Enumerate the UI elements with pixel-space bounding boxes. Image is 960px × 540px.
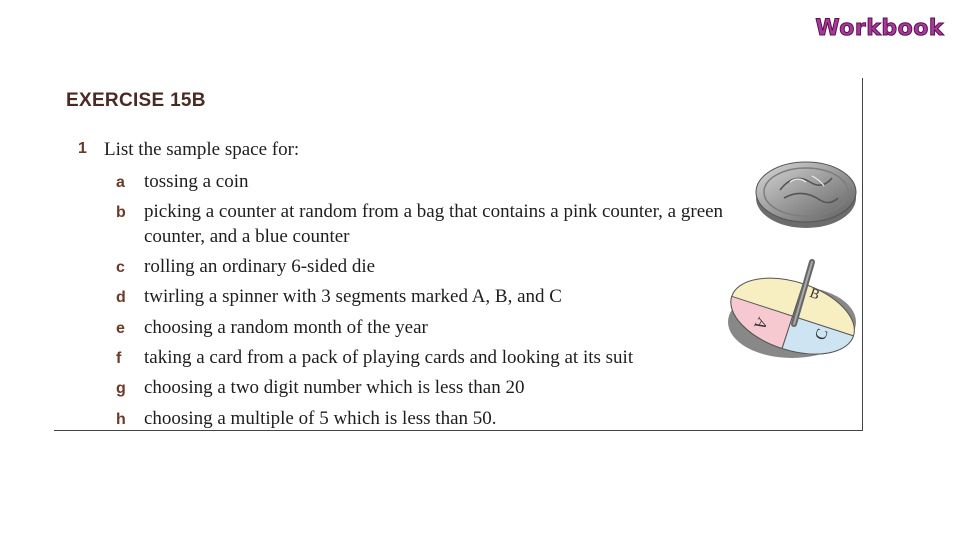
list-item	[116, 345, 744, 371]
item-text: choosing a multiple of 5 which is less than 50.	[144, 408, 497, 429]
item-label: d	[116, 289, 126, 306]
list-item	[116, 199, 744, 249]
list-item	[116, 254, 744, 280]
item-text: twirling a spinner with 3 segments marked A, B, and C	[144, 286, 562, 307]
exercise-panel	[54, 78, 863, 431]
item-text: choosing a random month of the year	[144, 317, 428, 338]
item-label: c	[116, 259, 125, 276]
list-item	[116, 169, 744, 195]
segment-a-label: A	[750, 314, 771, 333]
coin-illustration	[750, 146, 862, 238]
question-stem: List the sample space for:	[104, 139, 300, 160]
spinner-illustration	[722, 258, 862, 368]
item-label: a	[116, 174, 125, 191]
item-label: f	[116, 350, 122, 367]
workbook-badge: Workbook	[815, 16, 944, 41]
segment-c-label: C	[812, 326, 832, 343]
list-item	[116, 315, 744, 341]
item-text: tossing a coin	[144, 171, 249, 192]
question-number: 1	[78, 140, 87, 157]
item-label: e	[116, 320, 125, 337]
list-item	[116, 375, 744, 401]
exercise-title: EXERCISE 15B	[66, 90, 206, 111]
item-label: h	[116, 411, 126, 428]
item-text: taking a card from a pack of playing cards and looking at its suit	[144, 347, 634, 368]
item-label: b	[116, 204, 126, 221]
item-text: picking a counter at random from a bag that contains a pink counter, a green counter, and a blue counter	[144, 201, 724, 247]
item-text: choosing a two digit number which is less than 20	[144, 377, 525, 398]
segment-b-label: B	[807, 286, 822, 304]
list-item	[116, 284, 744, 310]
list-item	[116, 406, 744, 432]
item-label: g	[116, 380, 126, 397]
item-text: rolling an ordinary 6-sided die	[144, 256, 376, 277]
